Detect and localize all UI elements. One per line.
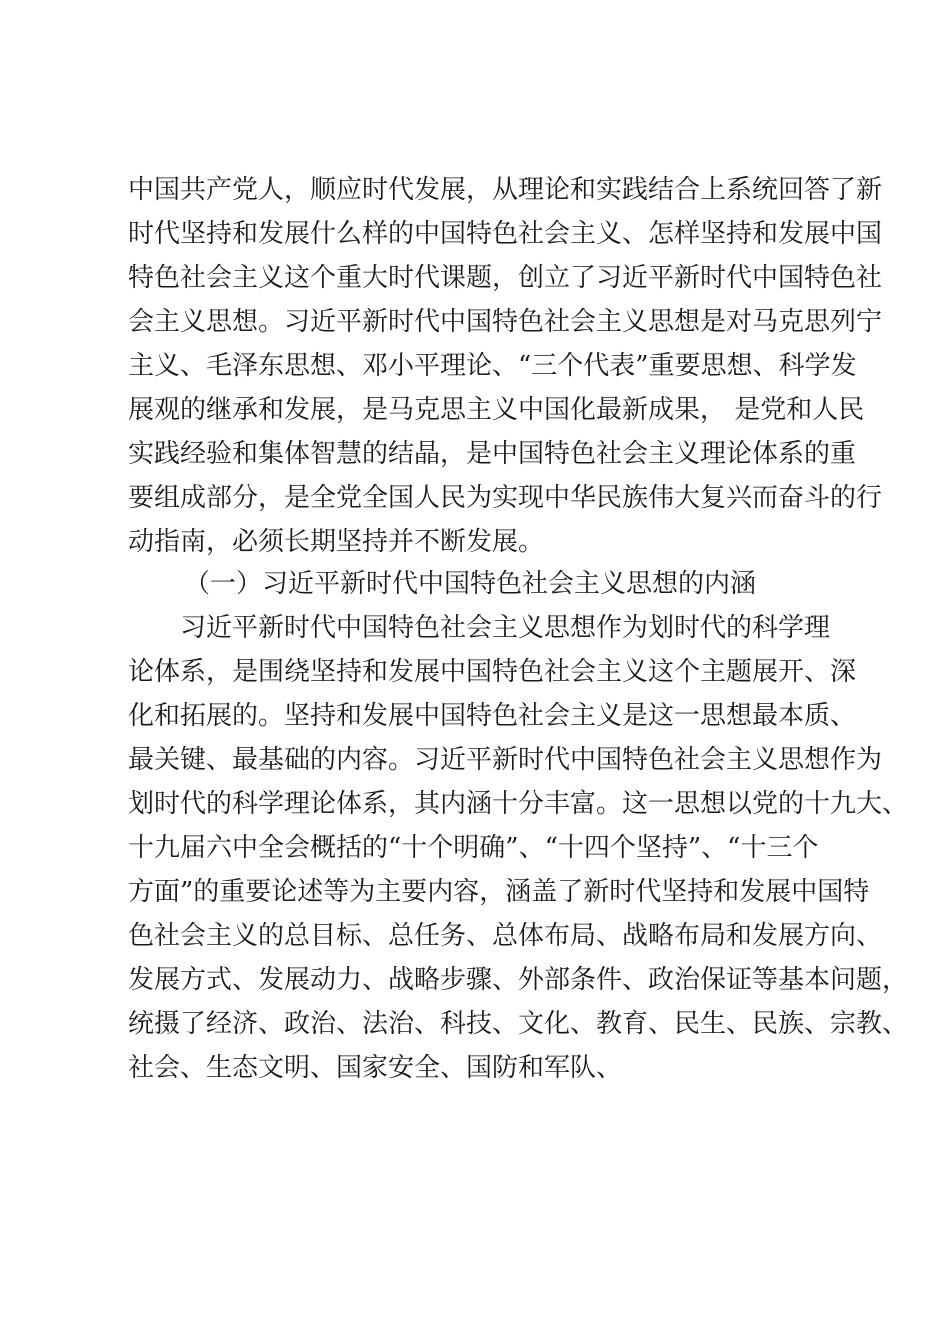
paragraph-line: 特色社会主义这个重大时代课题，创立了习近平新时代中国特色社 bbox=[128, 263, 883, 293]
paragraph-line: 动指南，必须长期坚持并不断发展。 bbox=[128, 527, 545, 557]
paragraph-line: 色社会主义的总目标、总任务、总体布局、战略布局和发展方向、 bbox=[128, 921, 883, 951]
paragraph-line: 划时代的科学理论体系，其内涵十分丰富。这一思想以党的十九大、 bbox=[128, 789, 909, 819]
section-heading: （一）习近平新时代中国特色社会主义思想的内涵 bbox=[184, 569, 757, 599]
section-heading-block bbox=[128, 562, 828, 606]
paragraph-line: 论体系，是围绕坚持和发展中国特色社会主义这个主题展开、深 bbox=[128, 657, 857, 687]
paragraph-line: 习近平新时代中国特色社会主义思想作为划时代的科学理 bbox=[180, 613, 831, 643]
paragraph-line: 主义、毛泽东思想、邓小平理论、“三个代表”重要思想、科学发 bbox=[128, 351, 857, 381]
paragraph-line: 发展方式、发展动力、战略步骤、外部条件、政治保证等基本问题， bbox=[128, 965, 909, 995]
paragraph-continuation bbox=[128, 168, 883, 564]
paragraph-line: 展观的继承和发展，是马克思主义中国化最新成果， 是党和人民 bbox=[128, 395, 865, 425]
paragraph-line: 方面”的重要论述等为主要内容，涵盖了新时代坚持和发展中国特 bbox=[128, 877, 870, 907]
paragraph-body bbox=[128, 606, 909, 1090]
paragraph-line: 实践经验和集体智慧的结晶，是中国特色社会主义理论体系的重 bbox=[128, 439, 857, 469]
paragraph-line: 中国共产党人，顺应时代发展，从理论和实践结合上系统回答了新 bbox=[128, 175, 883, 205]
paragraph-line: 要组成部分，是全党全国人民为实现中华民族伟大复兴而奋斗的行 bbox=[128, 483, 883, 513]
paragraph-line: 社会、生态文明、国家安全、国防和军队、 bbox=[128, 1053, 623, 1083]
paragraph-line: 时代坚持和发展什么样的中国特色社会主义、怎样坚持和发展中国 bbox=[128, 219, 883, 249]
paragraph-line: 十九届六中全会概括的“十个明确”、“十四个坚持”、“十三个 bbox=[128, 833, 819, 863]
paragraph-line: 化和拓展的。坚持和发展中国特色社会主义是这一思想最本质、 bbox=[128, 701, 857, 731]
paragraph-line: 最关键、最基础的内容。习近平新时代中国特色社会主义思想作为 bbox=[128, 745, 883, 775]
paragraph-line: 会主义思想。习近平新时代中国特色社会主义思想是对马克思列宁 bbox=[128, 307, 883, 337]
paragraph-line: 统摄了经济、政治、法治、科技、文化、教育、民生、民族、宗教、 bbox=[128, 1009, 909, 1039]
